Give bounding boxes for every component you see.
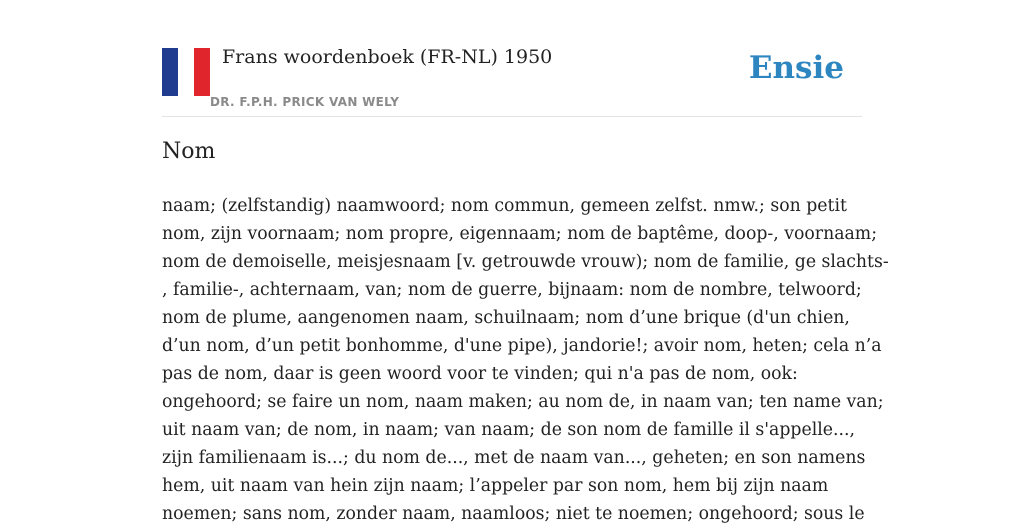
ensie-logo-link[interactable]: Ensie <box>748 50 844 86</box>
definition-line: pas de nom, daar is geen woord voor te vinden; qui n'a pas de nom, ook: <box>162 364 798 384</box>
definition-line: , familie-, achternaam, van; nom de guerre, bijnaam: nom de nombre, telwoord; <box>162 280 862 300</box>
definition-line: hem, uit naam van hein zijn naam; l’appeler par son nom, hem bij zijn naam <box>162 476 829 496</box>
flag-stripe-blue <box>162 48 178 96</box>
definition-line: ongehoord; se faire un nom, naam maken; au nom de, in naam van; ten name van; <box>162 392 884 412</box>
flag-stripe-white <box>178 48 194 96</box>
definition-line: naam; (zelfstandig) naamwoord; nom commun, gemeen zelfst. nmw.; son petit <box>162 196 847 216</box>
entry-headword: Nom <box>162 139 216 164</box>
definition-line: nom, zijn voornaam; nom propre, eigennaam; nom de baptême, doop-, voornaam; <box>162 224 878 244</box>
definition-line: noemen; sans nom, zonder naam, naamloos; niet te noemen; ongehoord; sous le <box>162 504 865 524</box>
french-flag-icon <box>162 48 210 96</box>
definition-line: nom de plume, aangenomen naam, schuilnaam; nom d’une brique (d'un chien, <box>162 308 850 328</box>
dictionary-header <box>162 40 862 117</box>
definition-line: d’un nom, d’un petit bonhomme, d'une pipe), jandorie!; avoir nom, heten; cela n’a <box>162 336 882 356</box>
dictionary-author[interactable]: DR. F.P.H. PRICK VAN WELY <box>210 95 400 109</box>
definition-line: nom de demoiselle, meisjesnaam [v. getrouwde vrouw); nom de familie, ge slachts- <box>162 252 889 272</box>
flag-stripe-red <box>194 48 210 96</box>
dictionary-title[interactable]: Frans woordenboek (FR-NL) 1950 <box>222 46 553 68</box>
entry-definition <box>162 192 889 528</box>
definition-line: uit naam van; de nom, in naam; van naam; de son nom de famille il s'appelle..., <box>162 420 855 440</box>
definition-line: zijn familienaam is...; du nom de..., met de naam van..., geheten; en son namens <box>162 448 866 468</box>
